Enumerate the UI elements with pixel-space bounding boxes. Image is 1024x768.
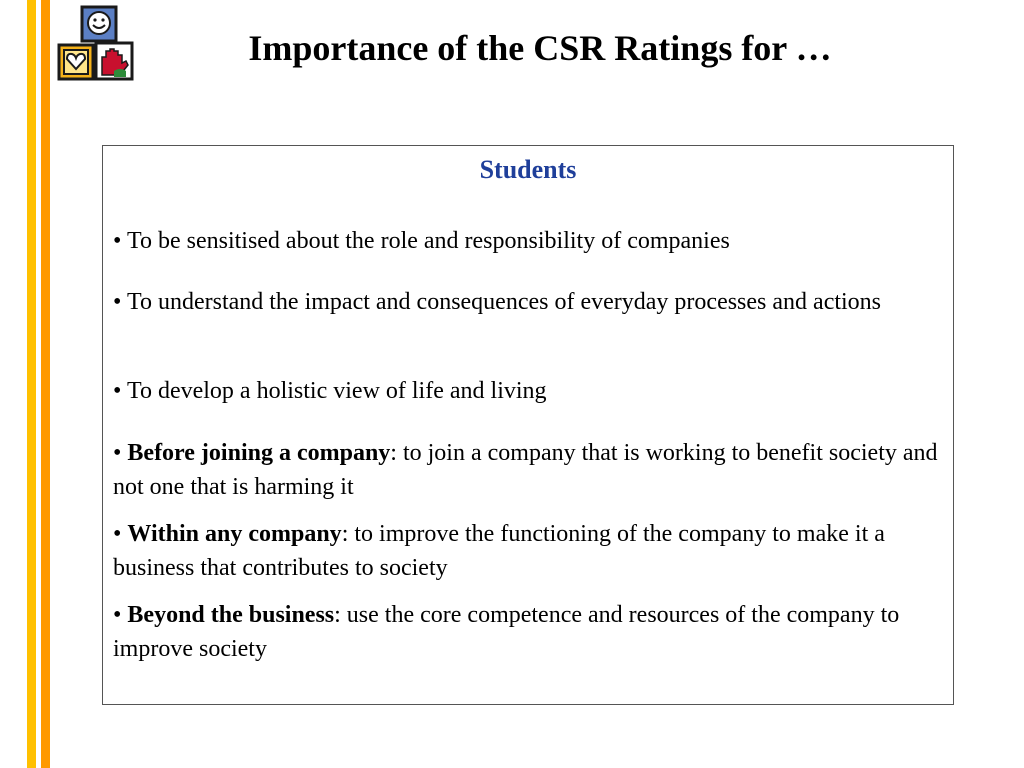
- bullet-text: To develop a holistic view of life and living: [126, 378, 547, 404]
- bullet-text: To understand the impact and consequences of everyday processes and actions: [126, 289, 882, 315]
- bullet-glyph: •: [113, 521, 128, 547]
- slide-title: Importance of the CSR Ratings for …: [248, 28, 832, 68]
- bullet-glyph: •: [113, 228, 127, 254]
- bullet-text: : use the core competence and resources of the company to improve society: [113, 602, 900, 662]
- bullet-lead: Before joining a company: [127, 440, 391, 466]
- bullet-item: [113, 598, 943, 666]
- bullet-lead: Within any company: [127, 521, 342, 547]
- bullet-glyph: •: [113, 378, 127, 404]
- bullet-glyph: •: [113, 289, 127, 315]
- bullet-item: [113, 374, 943, 408]
- bullet-text: : to improve the functioning of the company to make it a business that contributes to society: [113, 521, 885, 581]
- bullet-item: [113, 285, 943, 319]
- bullet-glyph: •: [113, 602, 128, 628]
- bullet-text: : to join a company that is working to benefit society and not one that is harming it: [113, 440, 938, 500]
- left-accent-stripe-outer: [27, 0, 36, 768]
- bullet-glyph: •: [113, 440, 128, 466]
- bullet-text: To be sensitised about the role and responsibility of companies: [126, 228, 730, 254]
- bullet-item: [113, 224, 943, 258]
- left-accent-stripe-inner: [41, 0, 50, 768]
- children-blocks-logo-icon: [56, 5, 136, 83]
- bullet-item: [113, 517, 943, 585]
- bullet-lead: Beyond the business: [127, 602, 335, 628]
- box-heading: Students: [479, 155, 577, 184]
- bullet-item: [113, 436, 943, 504]
- content-box: [102, 145, 954, 705]
